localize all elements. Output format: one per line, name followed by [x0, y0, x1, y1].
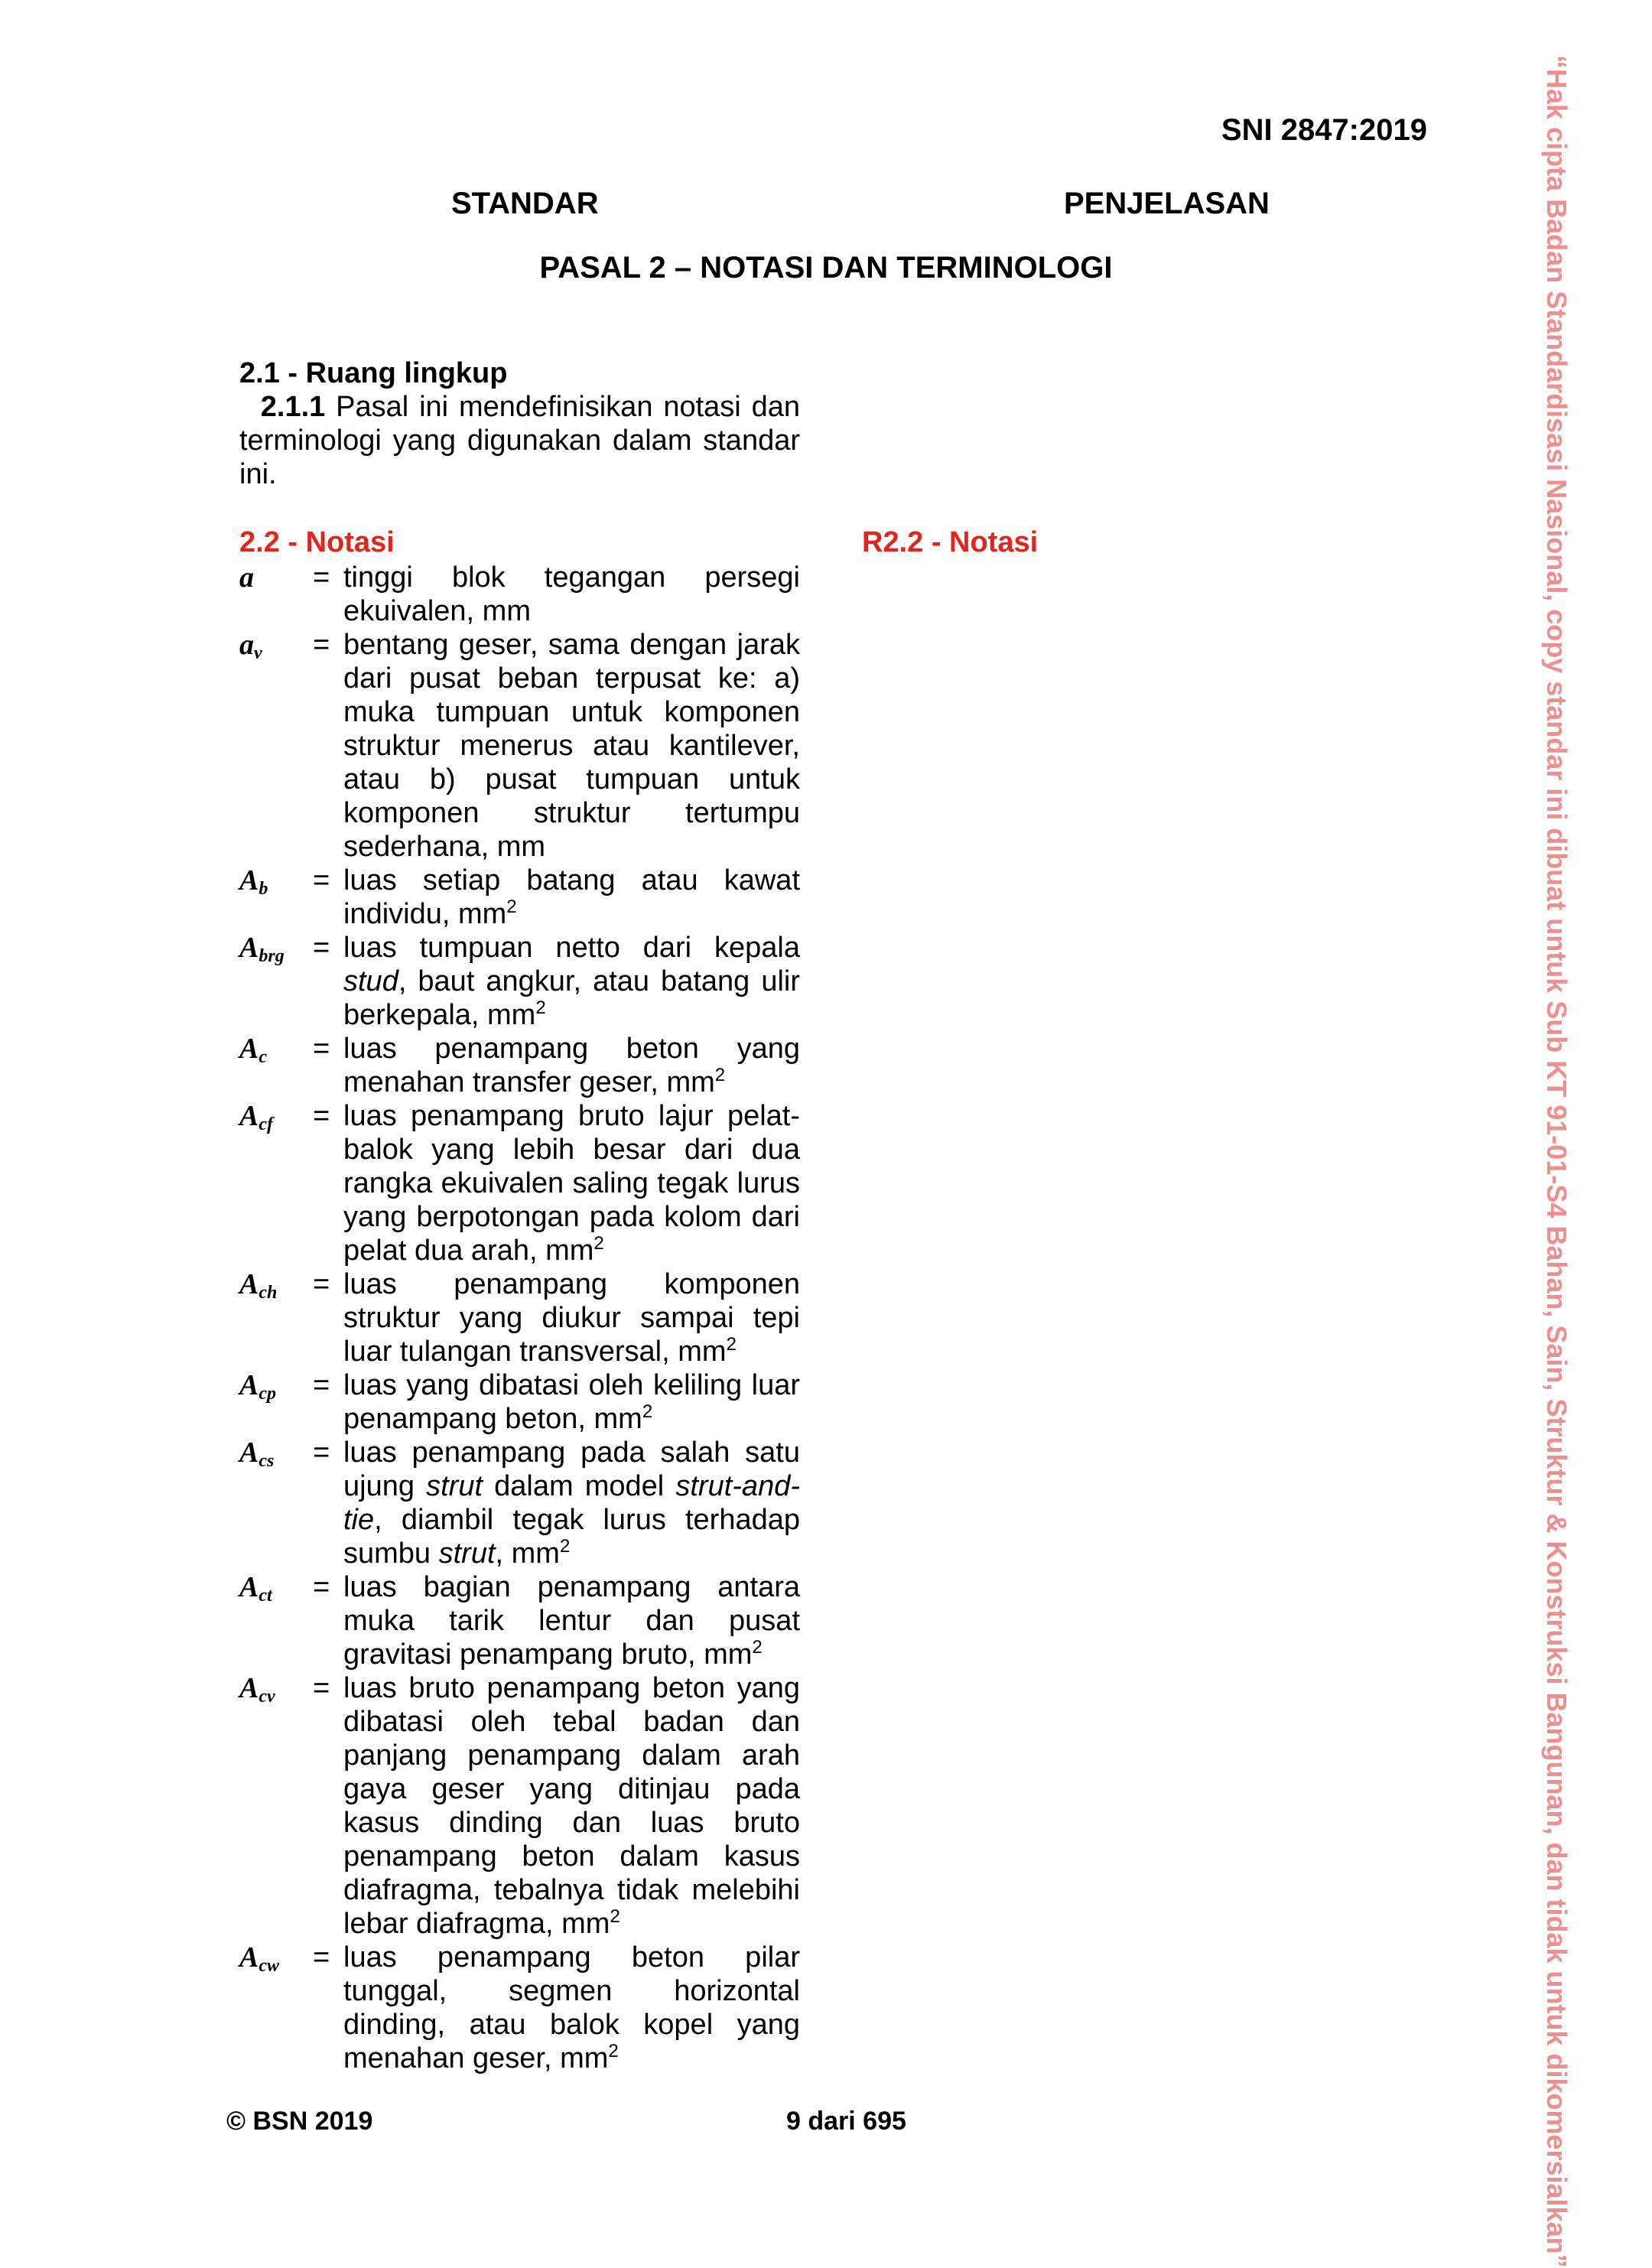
symbol-base: A [239, 1369, 259, 1401]
footer-copyright: © BSN 2019 [226, 2107, 373, 2136]
document-id: SNI 2847:2019 [1221, 113, 1427, 147]
unit-exponent: 2 [608, 2041, 619, 2061]
notation-row [239, 1032, 800, 1099]
notation-symbol [239, 1570, 313, 1612]
unit-exponent: 2 [593, 1233, 604, 1254]
symbol-subscript: cw [259, 1956, 280, 1976]
notation-definition: luas penampang komponen struktur yang diukur sampai tepi luar tulangan transversal, $mm^2$ [343, 1268, 800, 1368]
notation-row [239, 1941, 800, 2075]
equals-sign: = [313, 1369, 330, 1401]
notation-row [239, 1368, 800, 1436]
unit-exponent: 2 [642, 1401, 653, 1422]
notation-symbol [239, 561, 313, 594]
unit-exponent: 2 [752, 1637, 763, 1658]
symbol-subscript: ct [259, 1586, 272, 1606]
notation-symbol [239, 1671, 313, 1713]
notation-definition: luas penampang beton pilar tunggal, segmen horizontal dinding, atau balok kopel yang menahan geser, $mm^2$ [343, 1941, 800, 2074]
notation-row [239, 628, 800, 864]
notation-row [239, 931, 800, 1032]
chapter-title: PASAL 2 – NOTASI DAN TERMINOLOGI [539, 251, 1113, 285]
equals-sign: = [313, 932, 330, 964]
symbol-subscript: b [259, 879, 268, 899]
notation-symbol [239, 1267, 313, 1310]
notation-row [239, 561, 800, 628]
symbol-subscript: cs [259, 1451, 275, 1471]
notation-definition: luas tumpuan netto dari kepala stud, baut angkur, atau batang ulir berkepala, $mm^2$ [343, 932, 800, 1031]
notation-symbol [239, 931, 313, 973]
symbol-base: A [239, 864, 259, 896]
unit-exponent: 2 [506, 896, 517, 917]
unit-exponent: 2 [559, 1536, 571, 1557]
clause-text: Pasal ini mendefinisikan notasi dan terminologi yang digunakan dalam standar ini. [239, 391, 800, 490]
symbol-base: a [239, 629, 254, 661]
notation-definition: bentang geser, sama dengan jarak dari pusat beban terpusat ke: a) muka tumpuan untuk komponen struktur menerus atau kantilever, atau b) pusat tumpuan untuk komponen struktur tertumpu sederhana, mm [343, 629, 800, 863]
equals-sign: = [313, 1033, 330, 1065]
column-heading-standard: STANDAR [451, 187, 599, 220]
notation-list [239, 561, 800, 2075]
symbol-base: A [239, 1571, 259, 1603]
notation-definition: luas yang dibatasi oleh keliling luar penampang beton, $mm^2$ [343, 1369, 800, 1435]
symbol-subscript: c [259, 1047, 268, 1067]
symbol-base: A [239, 1100, 259, 1132]
notation-definition: luas bagian penampang antara muka tarik lentur dan pusat gravitasi penampang bruto, $mm^2$ [343, 1571, 800, 1671]
notation-row [239, 1671, 800, 1941]
scope-heading: 2.1 - Ruang lingkup [239, 357, 508, 389]
equals-sign: = [313, 1672, 330, 1704]
notation-definition: luas bruto penampang beton yang dibatasi oleh tebal badan dan panjang penampang dalam arah gaya geser yang ditinjau pada kasus dinding dan luas bruto penampang beton dalam kasus diafragma, tebalnya tidak melebihi lebar diafragma, $mm^2$ [343, 1672, 800, 1940]
footer-page-number: 9 dari 695 [786, 2107, 906, 2136]
notation-definition: luas penampang pada salah satu ujung strut dalam model strut-and-tie, diambil tegak lurus terhadap sumbu strut, $mm^2$ [343, 1437, 800, 1570]
scope-clause [239, 390, 800, 491]
symbol-base: A [239, 1672, 259, 1704]
notation-symbol [239, 1368, 313, 1411]
symbol-base: A [239, 1941, 259, 1974]
notation-row [239, 1099, 800, 1267]
equals-sign: = [313, 1100, 330, 1132]
symbol-subscript: brg [259, 946, 285, 966]
symbol-subscript: v [254, 643, 262, 663]
notation-row [239, 864, 800, 931]
equals-sign: = [313, 561, 330, 594]
unit-exponent: 2 [535, 997, 546, 1018]
unit-exponent: 2 [610, 1906, 620, 1927]
notation-symbol [239, 864, 313, 906]
notation-symbol [239, 1032, 313, 1074]
symbol-base: A [239, 1437, 259, 1469]
notation-symbol [239, 628, 313, 670]
notation-definition: tinggi blok tegangan persegi ekuivalen, mm [343, 561, 800, 627]
equals-sign: = [313, 864, 330, 896]
symbol-base: a [239, 561, 254, 594]
symbol-subscript: ch [259, 1283, 278, 1303]
notation-definition: luas setiap batang atau kawat individu, $mm^2$ [343, 864, 800, 930]
symbol-subscript: cf [259, 1114, 274, 1134]
unit-exponent: 2 [714, 1065, 726, 1085]
notation-row [239, 1436, 800, 1570]
notation-definition: luas penampang beton yang menahan transfer geser, $mm^2$ [343, 1033, 800, 1098]
symbol-base: A [239, 932, 259, 964]
notation-definition: luas penampang bruto lajur pelat-balok yang lebih besar dari dua rangka ekuivalen saling tegak lurus yang berpotongan pada kolom dari pelat dua arah, $mm^2$ [343, 1100, 800, 1267]
notation-symbol [239, 1436, 313, 1478]
notation-row [239, 1267, 800, 1368]
equals-sign: = [313, 629, 330, 661]
notation-symbol [239, 1099, 313, 1141]
equals-sign: = [313, 1571, 330, 1603]
unit-exponent: 2 [726, 1334, 737, 1355]
equals-sign: = [313, 1268, 330, 1300]
symbol-subscript: cp [259, 1384, 277, 1404]
notation-heading: 2.2 - Notasi [239, 526, 395, 558]
notation-row [239, 1570, 800, 1671]
commentary-notation-heading: R2.2 - Notasi [862, 526, 1039, 558]
clause-number: 2.1.1 [260, 391, 326, 423]
column-heading-commentary: PENJELASAN [1064, 187, 1270, 220]
symbol-base: A [239, 1268, 259, 1300]
scope-section [239, 356, 800, 491]
equals-sign: = [313, 1437, 330, 1469]
equals-sign: = [313, 1941, 330, 1974]
notation-symbol [239, 1941, 313, 1983]
symbol-base: A [239, 1033, 259, 1065]
symbol-subscript: cv [259, 1687, 275, 1707]
copyright-watermark: “Hak cipta Badan Standardisasi Nasional, copy standar ini dibuat untuk Sub KT 91-01-S4 Bahan, Sain, Struktur & Konstruksi Bangunan, dan tidak untuk dikomersialkan” [1541, 55, 1572, 2268]
